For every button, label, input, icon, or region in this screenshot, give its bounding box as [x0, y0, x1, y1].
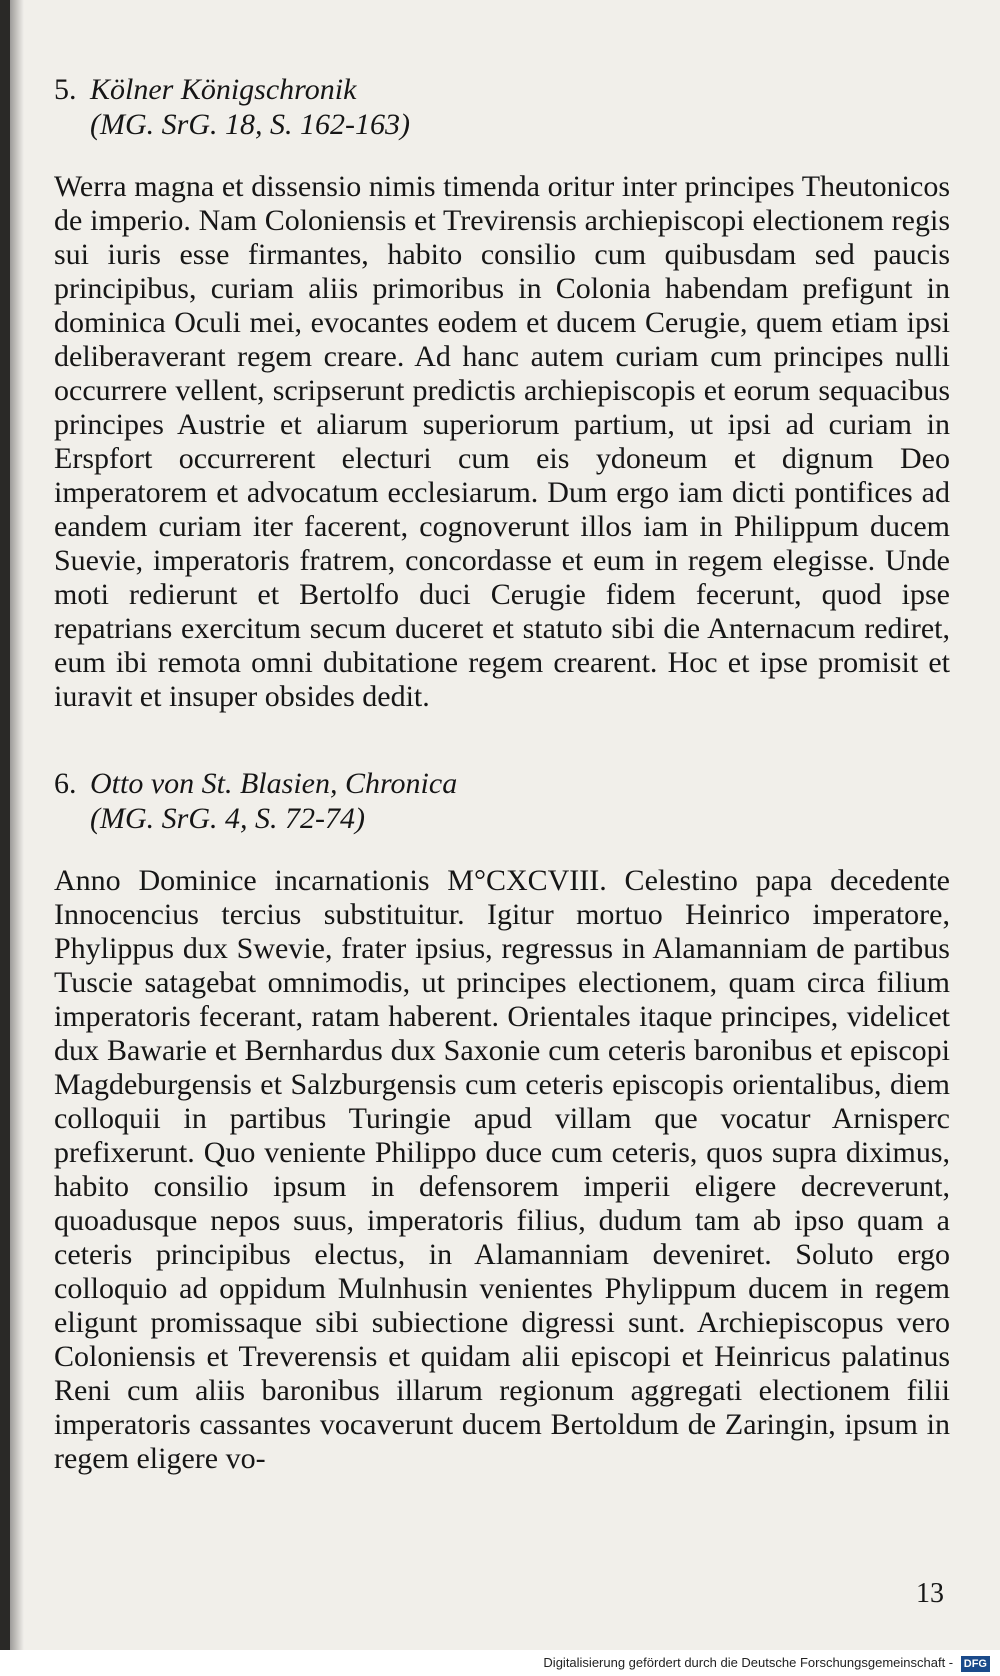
section-5-source: (MG. SrG. 18, S. 162-163): [90, 108, 410, 141]
section-5-heading: [54, 72, 950, 142]
page-content: [54, 72, 950, 1476]
page-gutter-shadow: [10, 0, 24, 1676]
book-page: [10, 0, 1000, 1676]
section-5-number: 5.: [54, 73, 77, 106]
section-5-title: Kölner Königschronik: [90, 73, 357, 106]
digitization-footer: [0, 1650, 1000, 1676]
section-divider-space: [54, 714, 950, 766]
section-6-heading: [54, 766, 950, 836]
footer-credit-text: Digitalisierung gefördert durch die Deutsche Forschungsgemeinschaft -: [543, 1655, 954, 1670]
page-number: 13: [916, 1578, 944, 1609]
section-6-title: Otto von St. Blasien, Chronica: [90, 767, 458, 800]
section-6-text: Anno Dominice incarnationis M°CXCVIII. Celestino papa decedente Innocencius tercius substituitur. Igitur mortuo Heinrico imperatore, Phylippus dux Swevie, frater ipsius, regressus in Alamanniam de partibus Tuscie satagebat omnimodis, ut principes electionem, quam circa filium imperatoris fecerant, ratam haberent. Orientales itaque principes, videlicet dux Bawarie et Bernhardus dux Saxonie cum ceteris baronibus et episcopi Magdeburgensis et Salzburgensis cum ceteris episcopis orientalibus, diem colloquii in partibus Turingie apud villam que vocatur Arnisperc prefixerunt. Quo veniente Philippo duce cum ceteris, quos supra diximus, habito consilio ipsum in defensorem imperii eligere decreverunt, quoadusque nepos suus, imperatoris filius, dudum tam ab ipso quam a ceteris principibus electus, in Alamanniam deveniret. Soluto ergo colloquio ad oppidum Mulnhusin venientes Phylippum ducem in regem eligunt promissaque sibi subiectione digressi sunt. Archiepiscopus vero Coloniensis et Treverensis et quidam alii episcopi et Heinricus palatinus Reni cum aliis baronibus illarum regionum aggregati electionem filii imperatoris cassantes vocaverunt ducem Bertoldum de Zaringin, ipsum in regem eligere vo-: [54, 864, 950, 1475]
section-6-source: (MG. SrG. 4, S. 72-74): [90, 802, 365, 835]
section-5-text: Werra magna et dissensio nimis timenda oritur inter principes Theutonicos de imperio. Nam Coloniensis et Trevirensis archiepiscopi electionem regis sui iuris esse firmantes, habito consilio cum quibusdam sed paucis principibus, curiam aliis primoribus in Colonia habendam prefigunt in dominica Oculi mei, evocantes eodem et ducem Cerugie, quem etiam ipsi deliberaverant regem creare. Ad hanc autem curiam cum principes nulli occurrere vellent, scripserunt predictis archiepiscopis et eorum sequacibus principes Austrie et aliarum superiorum partium, ut ipsi ad curiam in Erspfort occurrerent electuri cum eis ydoneum et dignum Deo imperatorem et advocatum ecclesiarum. Dum ergo iam dicti pontifices ad eandem curiam iter facerent, cognoverunt illos iam in Philippum ducem Suevie, imperatoris fratrem, concordasse et eum in regem elegisse. Unde moti redierunt et Bertolfo duci Cerugie fidem fecerunt, quod ipse repatrians exercitum secum duceret et statuto sibi die Anternacum rediret, eum ibi remota omni dubitatione regem crearent. Hoc et ipse promisit et iuravit et insuper obsides dedit.: [54, 170, 950, 713]
dfg-logo: DFG: [961, 1656, 990, 1672]
section-6-number: 6.: [54, 767, 77, 800]
